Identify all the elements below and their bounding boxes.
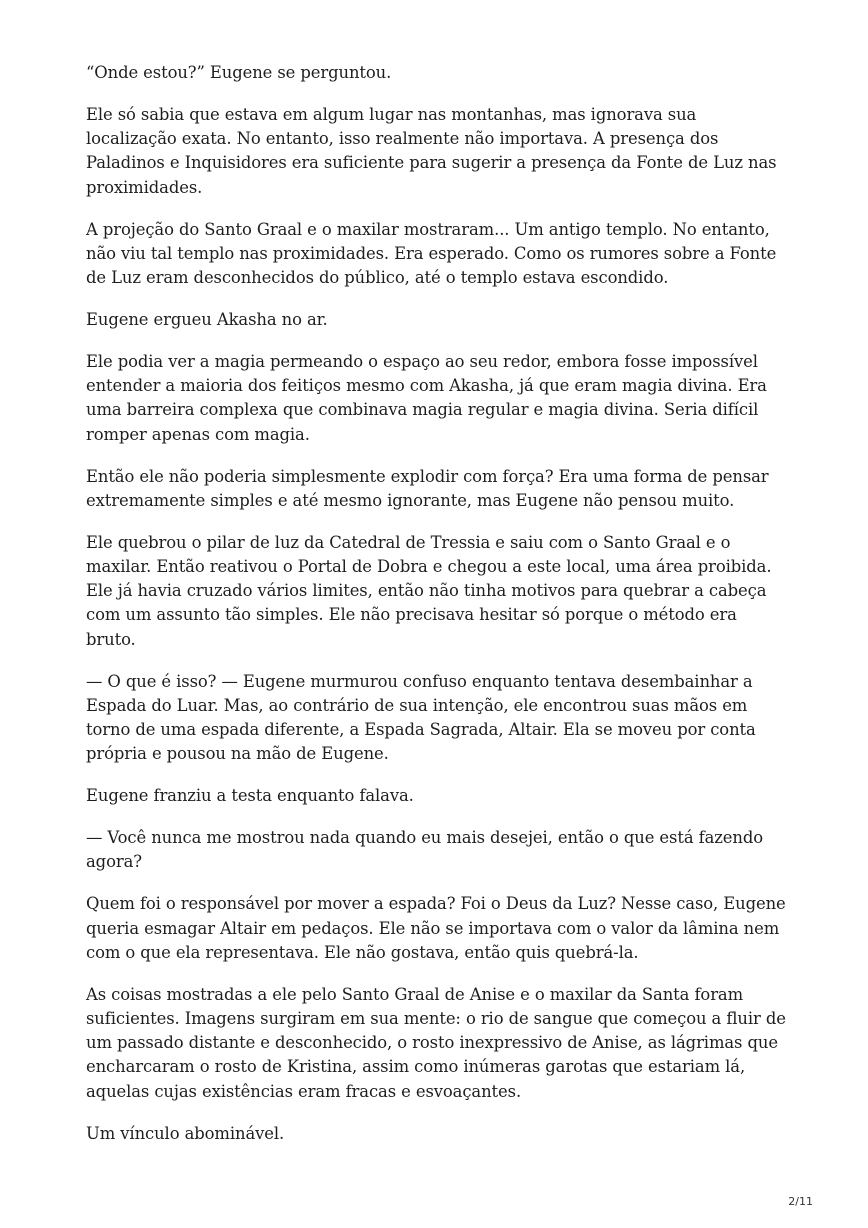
paragraph: Ele só sabia que estava em algum lugar nas montanhas, mas ignorava sua localização exata. No entanto, isso realmente não importava. A presença dos Paladinos e Inquisidores era suficiente para sugerir a presença da Fonte de Luz nas proximidades. bbox=[86, 105, 777, 197]
paragraph: — O que é isso? — Eugene murmurou confuso enquanto tentava desembainhar a Espada do Luar. Mas, ao contrário de sua intenção, ele encontrou suas mãos em torno de uma espada diferente, a Espada Sagrada, Altair. Ela se moveu por conta própria e pousou na mão de Eugene. bbox=[86, 671, 756, 764]
paragraph: Ele quebrou o pilar de luz da Catedral de Tressia e saiu com o Santo Graal e o maxilar. Então reativou o Portal de Dobra e chegou a este local, uma área proibida. Ele já havia cruzado vários limites, então não tinha motivos para quebrar a cabeça com um assunto tão simples. Ele não precisava hesitar só porque o método era bruto. bbox=[86, 532, 772, 649]
paragraph: Eugene ergueu Akasha no ar. bbox=[86, 310, 328, 330]
paragraph: “Onde estou?” Eugene se perguntou. bbox=[86, 63, 392, 82]
paragraph: As coisas mostradas a ele pelo Santo Graal de Anise e o maxilar da Santa foram suficientes. Imagens surgiram em sua mente: o rio de sangue que começou a fluir de um passado distante e desconhecido, o rosto inexpressivo de Anise, as lágrimas que encharcaram o rosto de Kristina, assim como inúmeras garotas que estariam lá, aquelas cujas existências eram fracas e esvoaçantes. bbox=[86, 984, 786, 1101]
paragraph: A projeção do Santo Graal e o maxilar mostraram... Um antigo templo. No entanto, não viu tal templo nas proximidades. Era esperado. Como os rumores sobre a Fonte de Luz eram desconhecidos do público, até o templo estava escondido. bbox=[86, 219, 777, 288]
paragraph: — Você nunca me mostrou nada quando eu mais desejei, então o que está fazendo agora? bbox=[86, 828, 763, 872]
paragraph: Então ele não poderia simplesmente explodir com força? Era uma forma de pensar extremamente simples e até mesmo ignorante, mas Eugene não pensou muito. bbox=[86, 466, 769, 510]
paragraph: Quem foi o responsável por mover a espada? Foi o Deus da Luz? Nesse caso, Eugene queria esmagar Altair em pedaços. Ele não se importava com o valor da lâmina nem com o que ela representava. Ele não gostava, então quis quebrá-la. bbox=[86, 894, 786, 962]
paragraph: Eugene franziu a testa enquanto falava. bbox=[86, 786, 414, 806]
paragraph: Um vínculo abominável. bbox=[86, 1123, 285, 1143]
document-body bbox=[86, 61, 786, 1164]
paragraph: Ele podia ver a magia permeando o espaço ao seu redor, embora fosse impossível entender a maioria dos feitiços mesmo com Akasha, já que eram magia divina. Era uma barreira complexa que combinava magia regular e magia divina. Seria difícil romper apenas com magia. bbox=[86, 352, 767, 444]
page-number: 2/11 bbox=[788, 1195, 813, 1208]
